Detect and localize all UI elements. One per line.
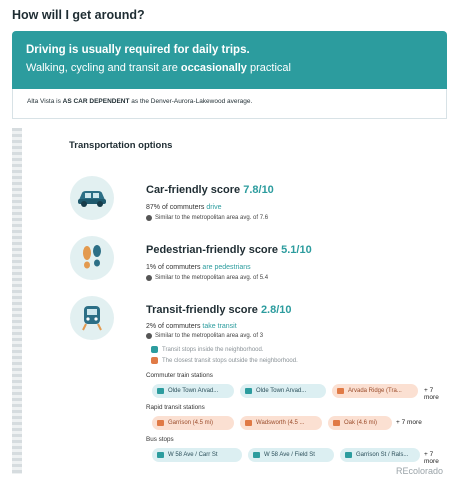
rapid-station-chip[interactable]: Garrison (4.5 mi) (152, 416, 234, 430)
rapid-stop-icon (333, 420, 340, 426)
car-similar: Similar to the metropolitan area avg. of 7.6 (146, 215, 268, 221)
rapid-station-chip[interactable]: Oak (4.6 mi) (328, 416, 392, 430)
footprints-icon (70, 236, 114, 280)
transit-score-title: Transit-friendly score 2.8/10 (146, 304, 292, 316)
rapid-station-chip[interactable]: Wadsworth (4.5 ... (240, 416, 322, 430)
banner-line-2: Walking, cycling and transit are occasionally practical (26, 62, 291, 74)
car-commuter-pct: 87% of commuters drive (146, 204, 222, 211)
inside-stop-icon (151, 346, 158, 353)
commuter-station-chip[interactable]: Olde Town Arvad... (240, 384, 326, 398)
transportation-panel (12, 128, 447, 474)
train-stop-icon (157, 388, 164, 394)
info-dot-icon (146, 215, 152, 221)
commuter-more-link[interactable]: + 7 more (424, 387, 439, 401)
scroll-rail[interactable] (12, 128, 22, 474)
note-inside-stops: Transit stops inside the neighborhood. (151, 346, 264, 353)
summary-banner (12, 31, 447, 89)
pedestrian-score-title: Pedestrian-friendly score 5.1/10 (146, 244, 312, 256)
bus-stop-chip[interactable]: W 58 Ave / Carr St (152, 448, 242, 462)
train-stop-icon (337, 388, 344, 394)
pedestrian-similar: Similar to the metropolitan area avg. of 5.4 (146, 275, 268, 281)
bus-stop-icon (157, 452, 164, 458)
transit-commuter-pct: 2% of commuters take transit (146, 323, 237, 330)
bus-stop-icon (253, 452, 260, 458)
pedestrian-commuter-pct: 1% of commuters are pedestrians (146, 264, 251, 271)
banner-line-1: Driving is usually required for daily trips. (26, 44, 250, 56)
outside-stop-icon (151, 357, 158, 364)
info-dot-icon (146, 275, 152, 281)
car-score-title: Car-friendly score 7.8/10 (146, 184, 274, 196)
train-stop-icon (245, 388, 252, 394)
bus-more-link[interactable]: + 7 more (424, 451, 439, 465)
bus-stop-icon (345, 452, 352, 458)
watermark-text: REcolorado (396, 466, 444, 476)
note-outside-stops: The closest transit stops outside the neighborhood. (151, 357, 298, 364)
rapid-stop-icon (245, 420, 252, 426)
commuter-station-chip[interactable]: Olde Town Arvad... (152, 384, 234, 398)
transit-similar: Similar to the metropolitan area avg. of 3 (146, 333, 263, 339)
info-dot-icon (146, 333, 152, 339)
rapid-transit-label: Rapid transit stations (146, 404, 205, 411)
commuter-station-chip[interactable]: Arvada Ridge (Tra... (332, 384, 418, 398)
pedestrians-link[interactable]: are pedestrians (202, 264, 251, 271)
commuter-train-label: Commuter train stations (146, 372, 213, 379)
rapid-more-link[interactable]: + 7 more (396, 419, 422, 426)
take-transit-link[interactable]: take transit (202, 323, 237, 330)
train-icon (70, 296, 114, 340)
bus-stops-label: Bus stops (146, 436, 174, 443)
bus-stop-chip[interactable]: W 58 Ave / Field St (248, 448, 334, 462)
drive-link[interactable]: drive (206, 204, 222, 211)
car-dependency-note: Alta Vista is AS CAR DEPENDENT as the Denver-Aurora-Lakewood average. (12, 89, 447, 119)
bus-stop-chip[interactable]: Garrison St / Rals... (340, 448, 420, 462)
transportation-options-title: Transportation options (69, 140, 173, 151)
rapid-stop-icon (157, 420, 164, 426)
car-icon (70, 176, 114, 220)
page-title: How will I get around? (12, 8, 145, 22)
